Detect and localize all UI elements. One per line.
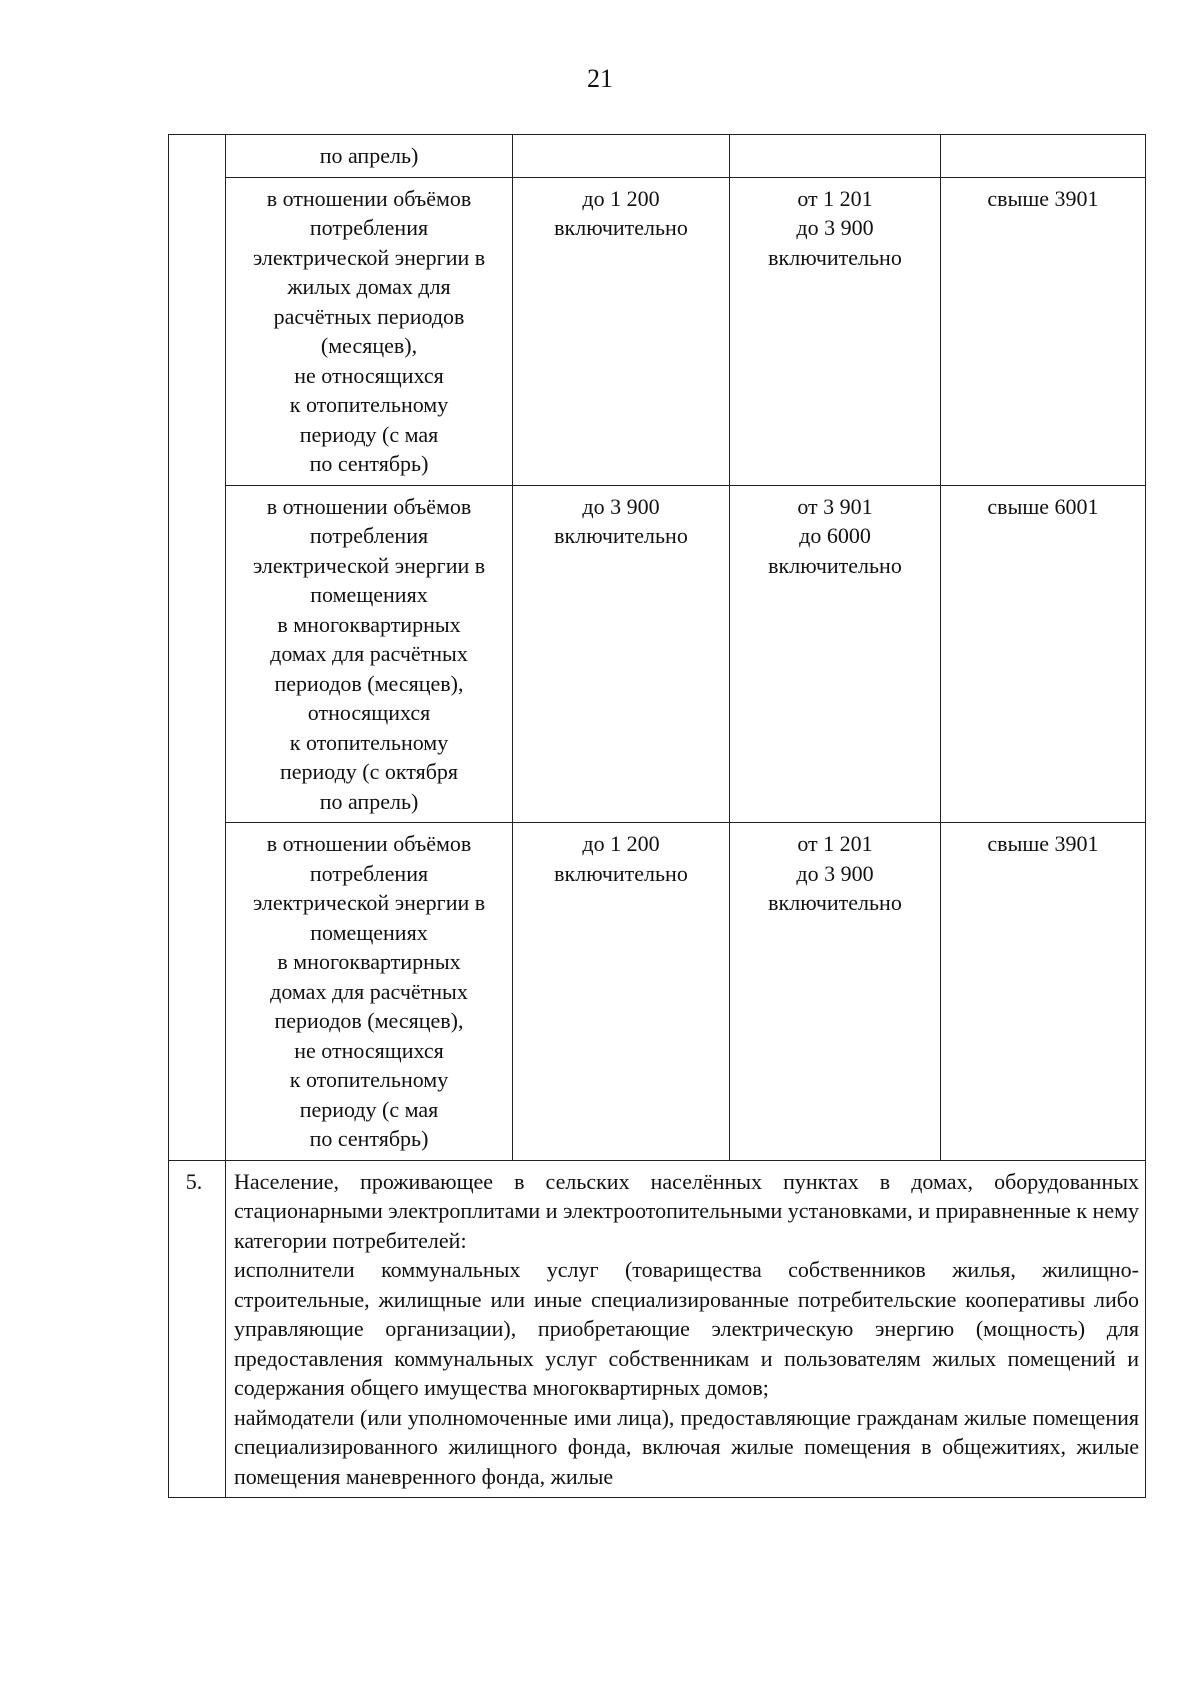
cell-line: от 3 901: [797, 493, 873, 519]
range-3-cell: [941, 135, 1146, 178]
cell-line: включительно: [554, 215, 688, 240]
cell-line: до 1 200: [582, 185, 660, 211]
cell-line: не относящихся: [294, 1037, 444, 1063]
cell-line: периоду (с октября: [279, 759, 459, 784]
page-number: 21: [587, 64, 613, 93]
cell-line: потребления: [309, 860, 429, 886]
cell-line: по апрель): [319, 143, 419, 168]
cell-line: в отношении объёмов: [266, 185, 472, 211]
range-1-cell: [513, 823, 730, 1161]
cell-line: по сентябрь): [309, 451, 429, 476]
range-3-cell: [941, 485, 1146, 823]
table-row: [169, 823, 1146, 1161]
cell-line: помещениях: [310, 919, 428, 945]
description-cell: [226, 485, 513, 823]
cell-line: от 1 201: [797, 831, 873, 856]
cell-line: по сентябрь): [309, 1126, 429, 1151]
range-1-cell: [513, 135, 730, 178]
cell-line: (месяцев),: [320, 333, 418, 358]
cell-line: в отношении объёмов: [266, 493, 472, 519]
paragraph: исполнители коммунальных услуг (товарищества собственников жилья, жилищно-строительные, жилищные или иные специализированные потребительские кооперативы либо управляющие организации), приобретающие электрическую энергию (мощность) для предоставления коммунальных услуг собственникам и пользователям жилых помещений и содержания общего имущества многоквартирных домов;: [234, 1257, 1139, 1400]
cell-line: до 3 900: [796, 215, 874, 240]
range-2-cell: [730, 485, 941, 823]
cell-line: потребления: [309, 215, 429, 240]
cell-line: периоду (с мая: [299, 1096, 439, 1122]
cell-line: свыше 3901: [987, 185, 1099, 211]
cell-line: включительно: [768, 890, 902, 915]
range-1-cell: [513, 177, 730, 485]
cell-line: свыше 3901: [987, 831, 1099, 856]
description-cell: [226, 135, 513, 178]
row-number-cell: [169, 135, 226, 1161]
cell-line: домах для расчётных: [270, 641, 468, 666]
paragraph: Население, проживающее в сельских населённых пунктах в домах, оборудованных стационарными электроплитами и электроотопительными установками, и приравненные к нему категории потребителей:: [234, 1168, 1139, 1253]
cell-line: периоду (с мая: [299, 421, 439, 447]
paragraph: наймодатели (или уполномоченные ими лица), предоставляющие гражданам жилые помещения специализированного жилищного фонда, включая жилые помещения в общежитиях, жилые помещения маневренного фонда, жилые: [234, 1404, 1139, 1489]
cell-line: включительно: [554, 860, 688, 886]
row-number: 5.: [185, 1168, 203, 1194]
cell-line: в отношении объёмов: [266, 831, 472, 856]
cell-line: периодов (месяцев),: [274, 1008, 464, 1033]
cell-line: к отопительному: [289, 729, 449, 755]
cell-line: электрической энергии в: [252, 890, 486, 915]
row-number-cell: [169, 1160, 226, 1498]
range-2-cell: [730, 135, 941, 178]
cell-line: в многоквартирных: [277, 611, 461, 637]
table-row: [169, 135, 1146, 178]
cell-line: до 3 900: [796, 860, 874, 886]
cell-line: до 3 900: [582, 493, 660, 519]
table-row: [169, 485, 1146, 823]
cell-line: по апрель): [319, 788, 419, 814]
cell-line: электрической энергии в: [252, 552, 486, 578]
cell-line: помещениях: [310, 582, 428, 607]
table-row: [169, 177, 1146, 485]
tariff-table: [168, 134, 1146, 1498]
cell-line: расчётных периодов: [273, 303, 465, 329]
cell-line: от 1 201: [797, 185, 873, 211]
cell-line: к отопительному: [289, 392, 449, 417]
range-2-cell: [730, 177, 941, 485]
table-row: [169, 1160, 1146, 1498]
cell-line: включительно: [768, 552, 902, 578]
cell-line: потребления: [309, 523, 429, 548]
cell-line: до 6000: [799, 523, 871, 548]
range-3-cell: [941, 823, 1146, 1161]
cell-line: жилых домах для: [287, 274, 451, 299]
cell-line: периодов (месяцев),: [274, 670, 464, 696]
category-description-cell: [226, 1160, 1146, 1498]
cell-line: к отопительному: [289, 1067, 449, 1092]
cell-line: домах для расчётных: [270, 978, 468, 1004]
description-cell: [226, 823, 513, 1161]
cell-line: электрической энергии в: [252, 244, 486, 270]
cell-line: не относящихся: [294, 362, 444, 388]
description-cell: [226, 177, 513, 485]
cell-line: до 1 200: [582, 831, 660, 856]
cell-line: включительно: [768, 244, 902, 270]
cell-line: относящихся: [307, 700, 431, 725]
cell-line: свыше 6001: [987, 493, 1099, 519]
range-3-cell: [941, 177, 1146, 485]
cell-line: включительно: [554, 523, 688, 548]
range-2-cell: [730, 823, 941, 1161]
range-1-cell: [513, 485, 730, 823]
cell-line: в многоквартирных: [277, 949, 461, 974]
